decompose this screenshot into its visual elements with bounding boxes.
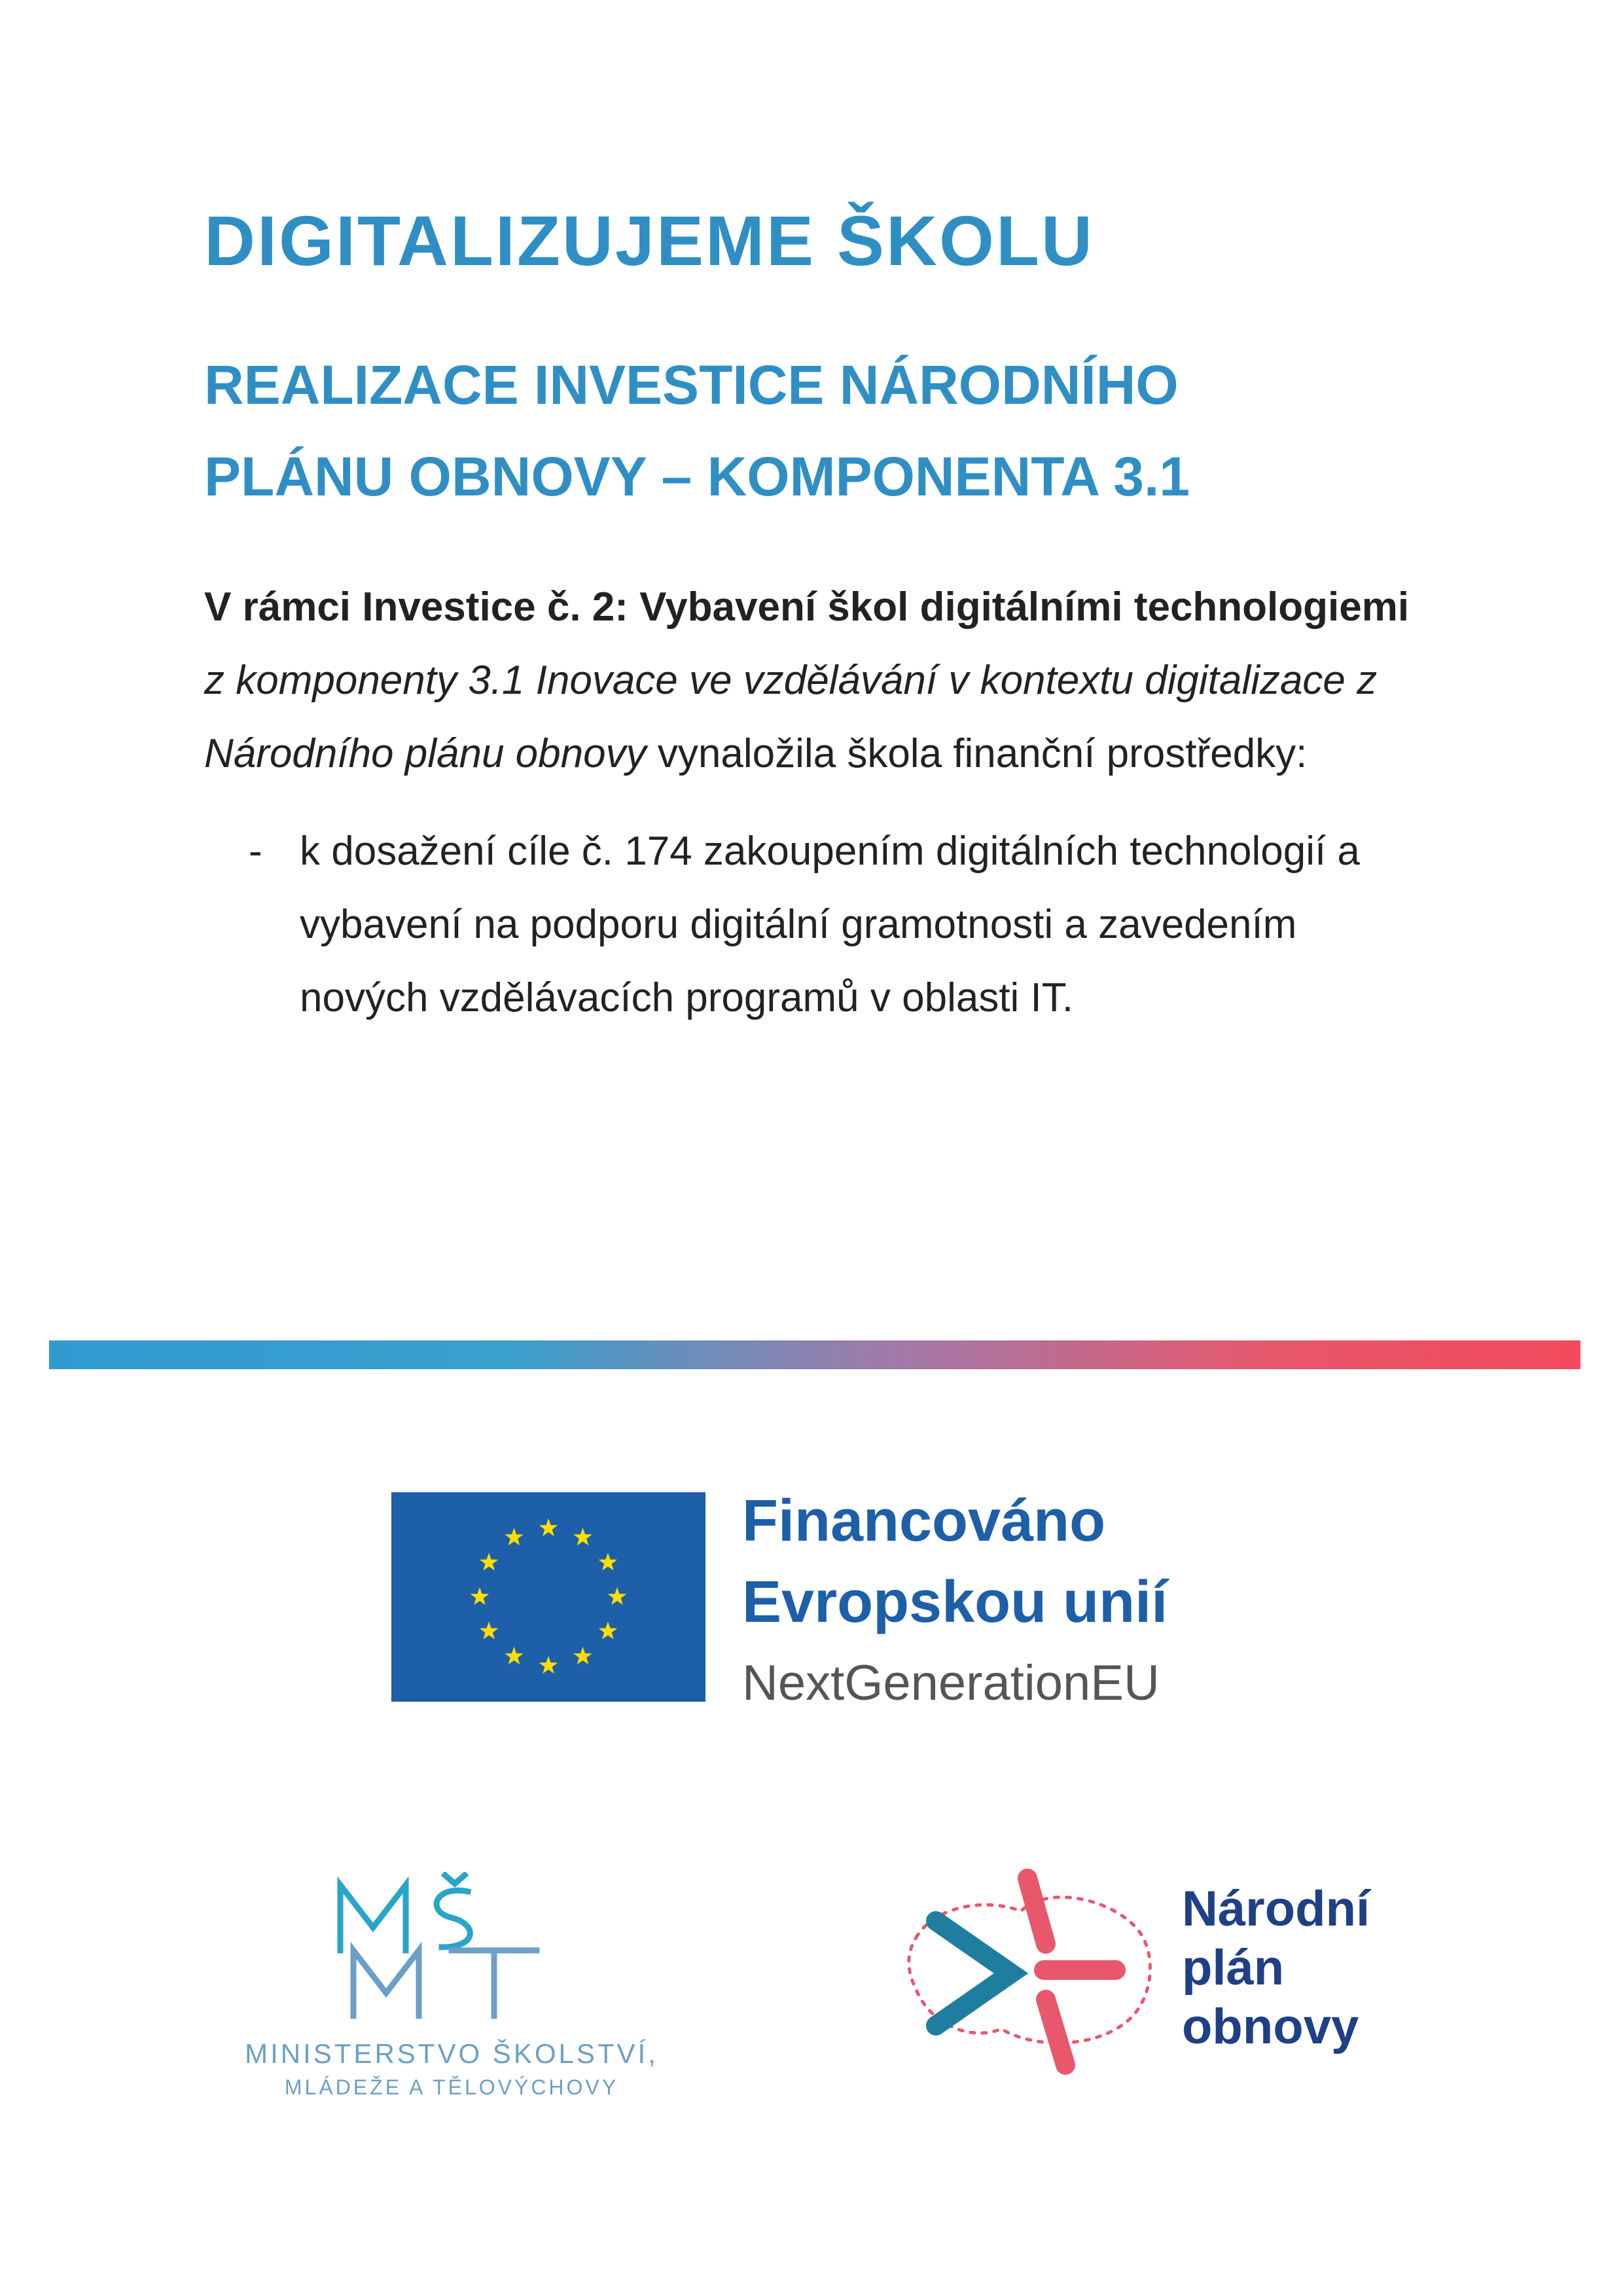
subtitle-line-2: PLÁNU OBNOVY – KOMPONENTA 3.1 bbox=[204, 446, 1190, 507]
intro-italic-text-2: Národního plánu obnovy bbox=[204, 731, 647, 776]
bullet-line-2: vybavení na podporu digitální gramotnosti a zavedením bbox=[300, 902, 1297, 947]
npo-label bbox=[1182, 1880, 1370, 2056]
intro-line-3 bbox=[204, 717, 1487, 791]
intro-paragraph bbox=[204, 571, 1487, 791]
bullet-dash: - bbox=[249, 829, 262, 874]
npo-line-1: Národní bbox=[1182, 1881, 1370, 1937]
npo-line-3: obnovy bbox=[1182, 1999, 1359, 2054]
eu-line-3: NextGenerationEU bbox=[742, 1655, 1160, 1711]
subtitle-line-1: REALIZACE INVESTICE NÁRODNÍHO bbox=[204, 354, 1179, 416]
msmt-line-2: MLÁDEŽE A TĚLOVÝCHOVY bbox=[284, 2075, 619, 2099]
bullet-text bbox=[300, 815, 1360, 1035]
msmt-line-1: MINISTERSTVO ŠKOLSTVÍ, bbox=[245, 2038, 658, 2069]
npo-line-2: plán bbox=[1182, 1940, 1285, 1996]
eu-line-2: Evropskou unií bbox=[742, 1570, 1168, 1635]
page-subtitle bbox=[204, 339, 1190, 522]
gradient-divider bbox=[49, 1340, 1580, 1369]
msmt-label bbox=[223, 2036, 681, 2102]
eu-funding-label bbox=[742, 1480, 1168, 1724]
intro-line-2 bbox=[204, 644, 1487, 717]
intro-regular-text: vynaložila škola finanční prostředky: bbox=[646, 731, 1308, 776]
bullet-line-1: k dosažení cíle č. 174 zakoupením digitálních technologií a bbox=[300, 829, 1360, 874]
eu-line-1: Financováno bbox=[742, 1488, 1106, 1554]
eu-flag-icon bbox=[391, 1492, 705, 1702]
intro-italic-text: z komponenty 3.1 Inovace ve vzdělávání v kontextu digitalizace z bbox=[204, 658, 1378, 703]
intro-bold-text: V rámci Investice č. 2: Vybavení škol digitálními technologiemi bbox=[204, 584, 1410, 630]
page-title: DIGITALIZUJEME ŠKOLU bbox=[204, 201, 1095, 280]
bullet-line-3: nových vzdělávacích programů v oblasti IT. bbox=[300, 975, 1073, 1020]
intro-line-1 bbox=[204, 571, 1487, 644]
msmt-logo-icon bbox=[327, 1872, 563, 2022]
npo-logo-icon bbox=[897, 1859, 1171, 2081]
